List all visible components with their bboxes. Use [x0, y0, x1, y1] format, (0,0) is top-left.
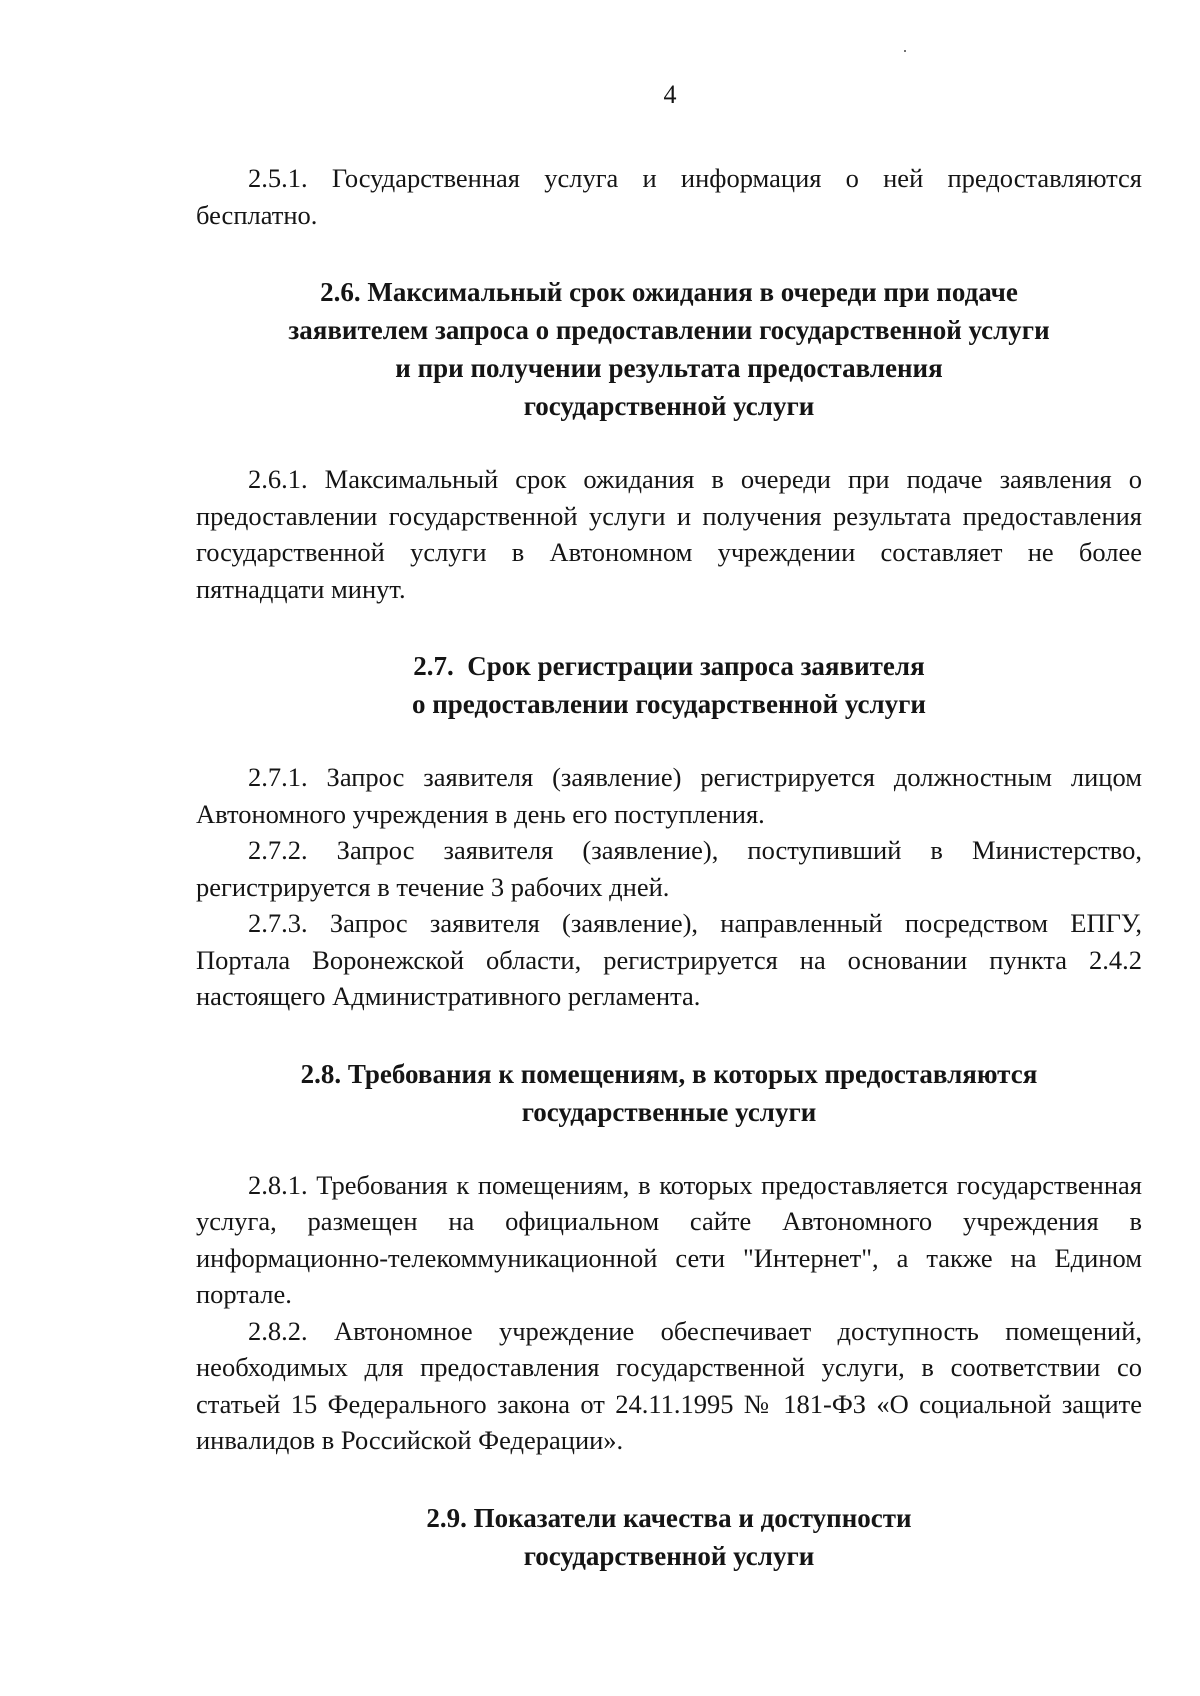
heading-2-8: [196, 1055, 1142, 1131]
heading-line: 2.8. Требования к помещениям, в которых предоставляются: [300, 1058, 1038, 1089]
paragraph-2-5-1: 2.5.1. Государственная услуга и информация о ней предоставляются бесплатно.: [196, 163, 1142, 230]
paragraph-2-6-1: 2.6.1. Максимальный срок ожидания в очереди при подаче заявления о предоставлении государственной услуги и получения результата предоставления государственной услуги в Автономном учреждении составляет не более пятнадцати минут.: [196, 464, 1142, 604]
paragraph-2-7-2: 2.7.2. Запрос заявителя (заявление), поступивший в Министерство, регистрируется в течение 3 рабочих дней.: [196, 835, 1142, 902]
paragraph-2-7-1: 2.7.1. Запрос заявителя (заявление) регистрируется должностным лицом Автономного учреждения в день его поступления.: [196, 762, 1142, 829]
heading-2-7: [196, 647, 1142, 723]
heading-line: 2.9. Показатели качества и доступности: [426, 1502, 912, 1533]
paragraph-2-7-3: 2.7.3. Запрос заявителя (заявление), направленный посредством ЕПГУ, Портала Воронежской области, регистрируется на основании пункта 2.4.2 настоящего Административного регламента.: [196, 908, 1142, 1011]
heading-line: 2.6. Максимальный срок ожидания в очереди при подаче: [320, 277, 1018, 307]
scan-speck: [904, 50, 906, 52]
heading-line: и при получении результата предоставления: [395, 353, 943, 383]
document-body: [196, 160, 1142, 1575]
heading-line: государственные услуги: [521, 1096, 817, 1127]
heading-2-9: [196, 1499, 1142, 1575]
page-number: 4: [663, 80, 677, 109]
heading-line: государственной услуги: [523, 1540, 815, 1571]
heading-2-6: [196, 273, 1142, 425]
paragraph-2-8-2: 2.8.2. Автономное учреждение обеспечивает доступность помещений, необходимых для предоставления государственной услуги, в соответствии со статьей 15 Федерального закона от 24.11.1995 № 181-ФЗ «О социальной защите инвалидов в Российской Федерации».: [196, 1315, 1142, 1455]
heading-line: заявителем запроса о предоставлении государственной услуги: [288, 315, 1050, 345]
paragraph-2-8-1: 2.8.1. Требования к помещениям, в которых предоставляется государственная услуга, размещен на официальном сайте Автономного учреждения в информационно-телекоммуникационной сети "Интернет", а также на Едином портале.: [196, 1169, 1142, 1309]
heading-line: государственной услуги: [523, 391, 815, 421]
heading-line: о предоставлении государственной услуги: [411, 689, 926, 719]
heading-line: 2.7. Срок регистрации запроса заявителя: [413, 651, 925, 681]
